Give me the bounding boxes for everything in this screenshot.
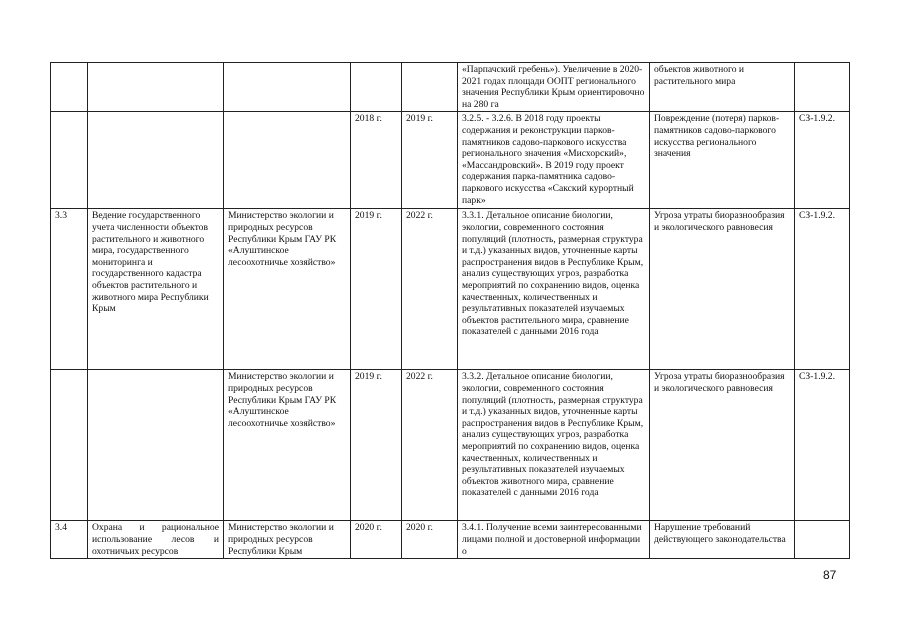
cell-link: СЗ-1.9.2. [795, 209, 850, 370]
cell-name: Охрана и рациональное использование лесов и охотничьих ресурсов [88, 521, 224, 559]
cell-result: «Парпачский гребень»). Увеличение в 2020-2021 годах площади ООПТ регионального значения Республики Крым ориентировочно на 280 га [458, 63, 650, 112]
cell-start: 2018 г. [351, 112, 402, 209]
cell-end: 2022 г. [402, 370, 458, 521]
table-row [51, 112, 850, 209]
cell-end [402, 63, 458, 112]
cell-num [51, 112, 88, 209]
cell-consequence: Повреждение (потеря) парков-памятников садово-паркового искусства регионального значения [650, 112, 795, 209]
table-row [51, 370, 850, 521]
cell-executor: Министерство экологии и природных ресурсов Республики Крым ГАУ РК «Алуштинское лесоохотничье хозяйство» [224, 370, 351, 521]
cell-start: 2020 г. [351, 521, 402, 559]
cell-num: 3.4 [51, 521, 88, 559]
cell-consequence: объектов животного и растительного мира [650, 63, 795, 112]
cell-start: 2019 г. [351, 209, 402, 370]
cell-consequence: Угроза утраты биоразнообразия и экологического равновесия [650, 209, 795, 370]
cell-start [351, 63, 402, 112]
cell-executor: Министерство экологии и природных ресурсов Республики Крым ГАУ РК «Алуштинское лесоохотничье хозяйство» [224, 209, 351, 370]
cell-link: СЗ-1.9.2. [795, 112, 850, 209]
cell-link [795, 521, 850, 559]
table-row [51, 521, 850, 559]
cell-link: СЗ-1.9.2. [795, 370, 850, 521]
cell-num [51, 63, 88, 112]
cell-consequence: Нарушение требований действующего законодательства [650, 521, 795, 559]
cell-name [88, 370, 224, 521]
cell-name [88, 112, 224, 209]
cell-executor [224, 63, 351, 112]
table-row [51, 63, 850, 112]
cell-consequence: Угроза утраты биоразнообразия и экологического равновесия [650, 370, 795, 521]
cell-end: 2019 г. [402, 112, 458, 209]
cell-end: 2020 г. [402, 521, 458, 559]
cell-start: 2019 г. [351, 370, 402, 521]
cell-result: 3.3.2. Детальное описание биологии, экологии, современного состояния популяций (плотность, размерная структура и т.д.) указанных видов, уточненные карты распространения видов в Республике Крым, анализ существующих угроз, разработка мероприятий по сохранению видов, оценка качественных, количественных и результативных показателей изучаемых объектов животного мира, сравнение показателей с данными 2016 года [458, 370, 650, 521]
page-number: 87 [823, 568, 837, 582]
cell-result: 3.2.5. - 3.2.6. В 2018 году проекты содержания и реконструкции парков-памятников садово-паркового искусства регионального значения «Мисхорский», «Массандровский». В 2019 году проект содержания парка-памятника садово-паркового искусства «Сакский курортный парк» [458, 112, 650, 209]
cell-result: 3.4.1. Получение всеми заинтересованными лицами полной и достоверной информации о [458, 521, 650, 559]
cell-end: 2022 г. [402, 209, 458, 370]
cell-result: 3.3.1. Детальное описание биологии, экологии, современного состояния популяций (плотность, размерная структура и т.д.) указанных видов, уточненные карты распространения видов в Республике Крым, анализ существующих угроз, разработка мероприятий по сохранению видов, оценка качественных, количественных и результативных показателей изучаемых объектов растительного мира, сравнение показателей с данными 2016 года [458, 209, 650, 370]
cell-name [88, 63, 224, 112]
cell-num: 3.3 [51, 209, 88, 370]
cell-num [51, 370, 88, 521]
table-row [51, 209, 850, 370]
cell-link [795, 63, 850, 112]
cell-executor: Министерство экологии и природных ресурсов Республики Крым [224, 521, 351, 559]
plan-table [50, 62, 850, 559]
cell-executor [224, 112, 351, 209]
cell-name: Ведение государственного учета численности объектов растительного и животного мира, государственного мониторинга и государственного кадастра объектов растительного и животного мира Республики Крым [88, 209, 224, 370]
